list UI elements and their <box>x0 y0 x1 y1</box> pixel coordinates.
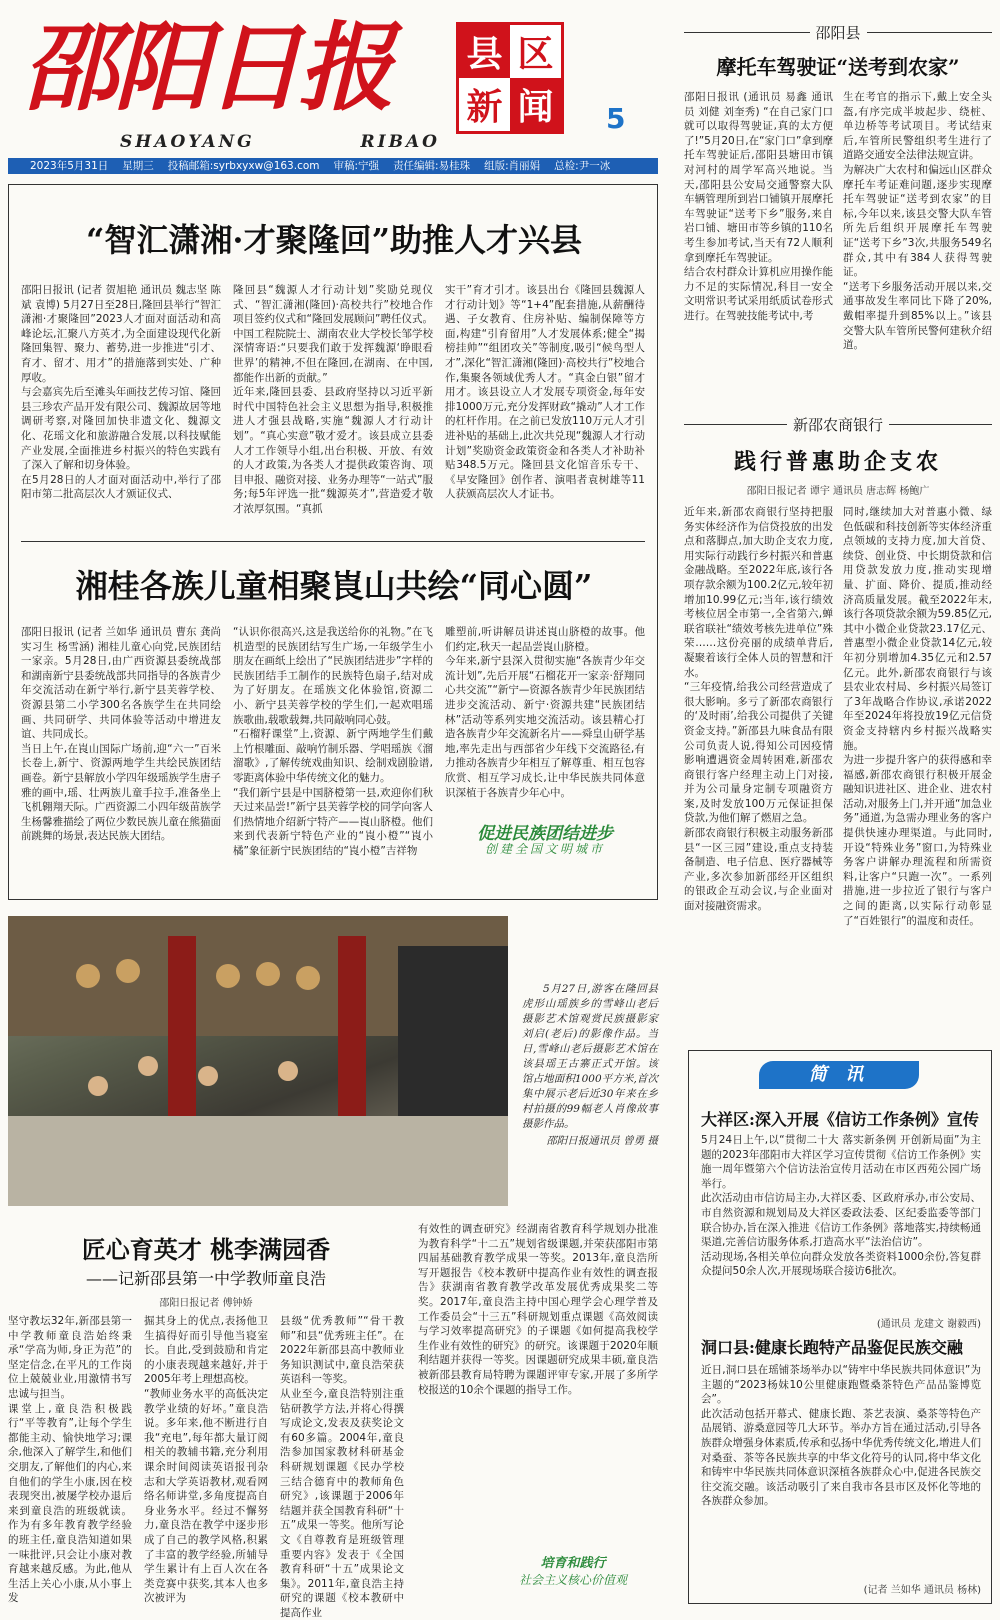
pinyin-shaoyang: SHAOYANG <box>120 132 255 152</box>
info-designer: 组版:肖丽娟 <box>484 160 541 172</box>
article3-subhead: ——记新邵县第一中学教师童良浩 <box>85 1269 326 1288</box>
article1-col1: 邵阳日报讯 (记者 贺旭艳 通讯员 魏志坚 陈斌 袁博) 5月27日至28日,隆回县举行“智汇潇湘·才聚隆回”2023人才面对面活动和高峰论坛,汇聚八方英才,为全面建设现代化新隆回集智、聚力、蓄势,进一步推进“引才、育才、留才、用才”的措施落到实处、广种厚收。 与会嘉宾先后至滩头年画技艺传习馆、隆回县三珍农产品开发有限公司、魏源故居等地调研考察,对隆回加快非遗文化、魏源文化、花瑶文化和旅游融合发展,以科技赋能产业发展,全面推进乡村振兴的特色实践有了深入了解和切身体验。 在5月28日的人才面对面活动中,举行了邵阳市第二批高层次人才颁证仪式、 <box>21 284 221 501</box>
info-email: 投稿邮箱:syrbxyxw@163.com <box>167 160 320 172</box>
article1-headline: “智汇潇湘·才聚隆回”助推人才兴县 <box>86 221 582 259</box>
photo-caption <box>522 982 658 1149</box>
pinyin-ribao: RIBAO <box>360 132 440 152</box>
info-editor: 责任编辑:易桂珠 <box>393 160 471 172</box>
article1-body <box>21 283 645 531</box>
unity-slogan <box>445 824 645 856</box>
info-date: 2023年5月31日 <box>30 160 109 172</box>
info-weekday: 星期三 <box>122 160 154 172</box>
seal-char-1: 县 <box>459 25 510 78</box>
brief2-text: 近日,洞口县在瑶铺茶场举办以“铸牢中华民族共同体意识”为主题的“2023杨妹10公里健康跑暨桑茶特色产品品鉴博览会”。 此次活动包括开幕式、健康长跑、茶艺表演、桑茶等特色产品展销、游桑意园等几大环节。举办方旨在通过活动,引导各族群众增强身体素质,传承和弘扬中华优秀传统文化,增进人们对桑蚕、茶等各民族共享的中华文化符号的认同,将中华文化和铸牢中华民族共同体意识深植各族群众心中,促进各民族交往交流交融。该活动吸引了来自我市各县市区及怀化等地的各族群众参加。 <box>701 1364 981 1508</box>
article1-col3: 实干”育才引才。该县出台《隆回县魏源人才行动计划》等“1+4”配套措施,从薪酬待遇、子女教育、住房补贴、编制保障等方面,构建“引育留用”人才发展体系;健全“揭榜挂帅”“组团攻关”等制度,吸引“候鸟型人才”,深化“智汇潇湘(隆回)·高校共行”校地合作,集聚各领域优秀人才。“真金白银”留才用才。该县设立人才发展专项资金,每年安排1000万元,充分发挥财政“撬动”人才工作的杠杆作用。在之前已发放110万元人才引进补贴的基础上,此次共兑现“魏源人才行动计划”奖励资金政策资金和各类人才补助补贴348.5万元。隆回县文化馆音乐专干、《早安隆回》创作者、演唱者袁树雄等11人获颁高层次人才证书。 <box>445 284 645 501</box>
article2-col1: 邵阳日报讯 (记者 兰如华 通讯员 曹东 龚尚 实习生 杨雪涵) 湘桂儿童心向党,民族团结一家亲。5月28日,由广西资源县委统战部和湖南新宁县委统战部共同指导的各族青少年交流活动在新宁举行,新宁县芙蓉学校、资源县第二小学300名各族学生在共同绘画、共同研学、共同体验等活动中增进友谊、共同成长。 当日上午,在崀山国际广场前,迎“六一”百米长卷上,新宁、资源两地学生共绘民族团结画卷。新宁县解放小学四年级瑶族学生唐子雅的画中,瑶、壮两族儿童手拉手,准备坐上飞机翱翔天际。广西资源二小四年级苗族学生杨馨雅描绘了两位少数民族儿童在熊猫面前跳舞的场景,表达民族大团结。 <box>21 626 221 843</box>
masthead-pinyin <box>120 132 440 152</box>
brief-tag <box>759 1061 919 1089</box>
seal-char-2: 区 <box>510 25 561 78</box>
brief1-credit: (通讯员 龙建文 谢毅西) <box>876 1319 981 1330</box>
right-article1 <box>684 22 992 402</box>
info-reviewer: 审稿:宁强 <box>333 160 380 172</box>
article3-col1: 坚守教坛32年,新邵县第一中学教师童良浩始终秉承“学高为师,身正为范”的坚定信念,在平凡的工作岗位上兢兢业业,用激情书写忠诚与担当。 课堂上,童良浩积极践行“平等教育”,让每个学生都能主动、愉快地学习;课余,他深入了解学生,和他们交朋友,了解他们的内心,来自他们的学生小康,因在校表现突出,被屡学校办退后来到童良浩的班级就读。作为有多年教育教学经验的班主任,童良浩知道如果一味批评,只会让小康对教育越来越反感。为此,他从生活上关心小康,从小事上发 <box>8 1315 132 1605</box>
section-seal <box>456 22 564 134</box>
right1-headline: 摩托车驾驶证“送考到农家” <box>716 55 960 79</box>
brief-tag-label: 简 讯 <box>808 1064 870 1085</box>
values-slogan-line1: 培育和践行 <box>540 1556 606 1571</box>
photo-credit: 邵阳日报通讯员 曾勇 摄 <box>546 1135 658 1147</box>
seal-char-3: 新 <box>459 78 510 131</box>
article3-byline: 邵阳日报记者 傅钟娇 <box>159 1298 253 1309</box>
right2-col1: 近年来,新邵农商银行坚持把服务实体经济作为信贷投放的出发点和落脚点,加大助企支农力度,用实际行动践行乡村振兴和普惠金融战略。至2022年底,该行各项存款余额为100.2亿元,较年初增加10.99亿元;当年,该行绩效考核位居全市第一,全省第六,蝉联省联社“绩效考核先进单位”殊荣……这份亮丽的成绩单背后,凝聚着该行全体人员的智慧和汗水。 “三年疫情,给我公司经营造成了很大影响。多亏了新邵农商银行的‘及时雨’,给我公司提供了关键资金支持。”新邵县九味食品有限公司负责人说,得知公司因疫情影响遭遇资金周转困难,新邵农商银行客户经理主动上门对接,并为公司量身定制专项融资方案,及时发放100万元保证担保贷款,为他们解了燃眉之急。 新邵农商银行积极主动服务新邵县“一区三园”建设,重点支持装备制造、电子信息、医疗器械等产业,多次参加新邵经开区组织的银政企互动会议,与企业面对面对接融资需求。 <box>684 506 833 913</box>
seal-char-4: 闻 <box>510 78 561 131</box>
brief-box <box>688 1050 992 1604</box>
values-slogan-line2: 社会主义核心价值观 <box>518 1573 627 1587</box>
photo-caption-text: 5月27日,游客在隆回县虎形山瑶族乡的雪峰山老后摄影艺术馆观赏民族摄影家刘启(老后)的影像作品。当日,雪峰山老后摄影艺术馆在该县瑶王古寨正式开馆。该馆占地面积1000平方米,首次集中展示老后近30年来在乡村拍摄的99幅老人肖像故事摄影作品。 <box>522 983 658 1130</box>
right2-col2: 同时,继续加大对普惠小微、绿色低碳和科技创新等实体经济重点领域的支持力度,加大首贷、续贷、创业贷、中长期贷款和信用贷款发放力度,推动实现增量、扩面、降价、提质,推动经济高质量发展。截至2022年末,该行各项贷款余额为59.85亿元,其中小微企业贷款23.17亿元、普惠型小微企业贷款14亿元,较年初分别增加4.35亿元和2.57亿元。此外,新邵农商银行与该县农业农村局、乡村振兴局签订了3年战略合作协议,承诺2022年至2024年将投放19亿元信贷资金支持辖内乡村振兴战略实施。 为进一步提升客户的获得感和幸福感,新邵农商银行积极开展金融知识进社区、进企业、进农村活动,对服务上门,并开通“加急业务”通道,为急需办理业务的客户提供快速办理渠道。与此同时,开设“特殊业务”窗口,为特殊业务客户讲解办理流程和所需资料,让客户“只跑一次”。一系列措施,进一步拉近了银行与客户之间的距离,以实际行动彰显了“百姓银行”的温度和责任。 <box>843 506 992 927</box>
masthead-title: 邵阳日报 <box>22 11 390 124</box>
right-article2 <box>684 414 992 1036</box>
article3-col4: 有效性的调查研究》经湖南省教育科学规划办批准为教育科学“十二五”规划省级课题,并荣获邵阳市第四届基础教育教学成果一等奖。2013年,童良浩所写开题报告《校本教研中提高作业有效性的调查报告》获湖南省教育教学改革发展优秀成果奖二等奖。2017年,童良浩主持中国心理学会心理学普及工作委员会“十三五”科研规划重点课题《高效阅读与学习效率提高研究》的子课题《如何提高我校学生作业有效性的研究》的研究。该课题于2020年顺利结题并获得一等奖。因课题研究成果丰硕,童良浩被新邵县教育局特聘为课题评审专家,开展了多所学校报送的10余个课题的指导工作。 <box>418 1223 658 1396</box>
brief1-text: 5月24日上午,以“贯彻二十大 落实新条例 开创新局面”为主题的2023年邵阳市大祥区学习宣传贯彻《信访工作条例》实施一周年暨第六个信访法治宣传月活动在市区西苑公园广场举行。 此次活动由市信访局主办,大祥区委、区政府承办,市公安局、市自然资源和规划局及大祥区委政法委、区纪委监委等部门联合协办,旨在深入推进《信访工作条例》落地落实,持续畅通渠道,完善信访服务体系,打造高水平“法治信访”。 活动现场,各相关单位向群众发放各类资料1000余份,答复群众提问50余人次,开展现场联合接访6批次。 <box>701 1134 981 1278</box>
brief1-title: 大祥区:深入开展《信访工作条例》宣传 <box>701 1110 979 1129</box>
page-number: 5 <box>606 102 626 135</box>
unity-slogan-line1: 促进民族团结进步 <box>477 824 613 844</box>
news-photo <box>8 916 508 1206</box>
brief2-credit: (记者 兰如华 通讯员 杨林) <box>863 1585 981 1596</box>
right2-kicker: 新邵农商银行 <box>684 414 992 435</box>
brief2-title: 洞口县:健康长跑特产品鉴促民族交融 <box>701 1338 963 1357</box>
right1-body <box>684 90 992 390</box>
article-divider <box>21 541 645 542</box>
article2-col3 <box>445 625 645 891</box>
article1-col2: 隆回县“魏源人才行动计划”奖励兑现仪式、“智汇潇湘(隆回)·高校共行”校地合作项目签约仪式和“隆回发展顾问”聘任仪式。中国工程院院士、湖南农业大学校长邹学校深情寄语:“只要我们敢于发挥魏源‘睁眼看世界’的精神,不但在隆回,在湖南、在中国,都能作出新的贡献。” 近年来,隆回县委、县政府坚持以习近平新时代中国特色社会主义思想为指导,积极推进人才强县战略,实施“魏源人才行动计划”。“真心实意”敬才爱才。该县成立县委人才工作领导小组,出台积极、开放、有效的人才政策,为各类人才提供政策咨询、项目申报、融资对接、业务办理等“一站式”服务;每5年评选一批“魏源英才”,营造爱才敬才浓厚氛围。“真抓 <box>233 284 433 515</box>
article2-col2: “认识你很高兴,这是我送给你的礼物。”在飞机造型的民族团结写生广场,一年级学生小朋友在画纸上绘出了“民族团结进步”字样的民族团结手工制作的民族特色扇子,结对成为了好朋友。在瑶族文化体验馆,资源二小、新宁县芙蓉学校的学生们,一起欢唱瑶族歌曲,载歌载舞,共同敲响同心鼓。 “石榴籽课堂”上,资源、新宁两地学生们戴上竹根雕面、敲响竹制乐器、学唱瑶族《溜溜歌》,了解传统戏曲知识、绘制戏剧脸谱,零距离体验中华传统文化的魅力。 “我们新宁县是中国脐橙第一县,欢迎你们秋天过来品尝!”新宁县芙蓉学校的同学向客人们热情地介绍新宁特产——崀山脐橙。他们来到代表新宁特色产业的“崀小橙”“崀小橘”象征新宁民族团结的“崀小橙”吉祥物 <box>233 626 433 857</box>
values-slogan <box>488 1552 658 1588</box>
right1-kicker: 邵阳县 <box>684 22 992 43</box>
right2-byline: 邵阳日报记者 谭宇 通讯员 唐志辉 杨鲍广 <box>746 486 930 497</box>
info-bar <box>8 158 658 174</box>
article3 <box>8 1222 658 1619</box>
right2-headline: 践行普惠助企支农 <box>733 449 942 475</box>
right1-col2: 生在考官的指示下,戴上安全头盔,有序完成半坡起步、绕桩、单边桥等考试项目。考试结束后,车管所民警组织考生进行了道路交通安全法律法规宣讲。 为解决广大农村和偏远山区群众摩托车考证难问题,逐步实现摩托车驾驶证“送考到农家”的目标,今年以来,该县交警大队车管所先后组织开展摩托车驾驶证“送考下乡”3次,共服务549名群众,其中有384人获得驾驶证。 “送考下乡服务活动开展以来,交通事故发生率同比下降了20%,戴帽率提升到85%以上。”该县交警大队车管所民警何建秋介绍道。 <box>843 91 992 352</box>
article2-headline: 湘桂各族儿童相聚崀山共绘“同心圆” <box>75 567 593 605</box>
article3-col3: 县级“优秀教师”“骨干教师”和县“优秀班主任”。在2022年新邵县高中教师业务知识测试中,童良浩荣获英语科一等奖。 从业至今,童良浩特别注重钻研教学方法,并将心得撰写成论文,发表及获奖论文有60多篇。2004年,童良浩参加国家教材科研基金科研规划课题《民办学校三结合德育中的教师角色研究》,该课题于2006年结题并获全国教育科研“十五”成果一等奖。他所写论文《自尊教育是班级管理重要内容》发表于《全国教育科研“十五”成果论文集》。2011年,童良浩主持研究的课题《校本教研中提高作业 <box>280 1315 404 1619</box>
article2-col3-text: 雕塑前,听讲解员讲述崀山脐橙的故事。他们约定,秋天一起品尝崀山脐橙。 今年来,新宁县深入贯彻实施“各族青少年交流计划”,先后开展“石榴花开一家亲·舒翔同心共交流”“新宁—资源各族青少年民族团结进步交流活动、新宁·资源共建“民族团结林”活动等系列实地交流活动。该县精心打造各族青少年交流新名片——舜皇山研学基地,率先走出与西部省少年线下交流路径,有力推动各族青少年相互了解尊重、相互包容欣赏、相互学习成长,让中华民族共同体意识深植于各族青少年心中。 <box>445 626 645 799</box>
article3-col4-wrap <box>418 1222 658 1606</box>
right2-body <box>684 505 992 1045</box>
lead-articles-box <box>8 184 658 900</box>
info-checker: 总检:尹一冰 <box>554 160 611 172</box>
article3-headline: 匠心育英才 桃李满园香 <box>81 1235 331 1264</box>
article2-body <box>21 625 645 891</box>
unity-slogan-line2: 创建全国文明城市 <box>484 841 605 856</box>
article3-col2: 掘其身上的优点,表扬他卫生搞得好而引导他当寝室长。自此,受到鼓励和肯定的小康表现越来越好,并于2005年考上理想高校。 “教师业务水平的高低决定教学业绩的好坏。”童良浩说。多年来,他不断进行自我“充电”,每年都大量订阅相关的教辅书籍,充分利用课余时间阅读英语报刊杂志和大学英语教材,观看网络名师讲堂,多角度提高自身业务水平。经过不懈努力,童良浩在教学中逐步形成了自己的教学风格,积累了丰富的教学经验,所辅导学生累计有上百人次在各类竞赛中获奖,其本人也多次被评为 <box>144 1315 268 1605</box>
photo-illustration <box>8 916 508 1206</box>
article3-body-left <box>8 1314 404 1619</box>
right1-col1: 邵阳日报讯 (通讯员 易鑫 通讯员 刘健 刘奎秀) “在自己家门口就可以取得驾驶证,真的太方便了!”5月20日,在“家门口”拿到摩托车驾驶证后,邵阳县塘田市镇对河村的周学军高兴地说。当天,邵阳县公安局交通警察大队车辆管理所到岩口铺镇开展摩托车驾驶证“送考下乡”服务,来自岩口铺、塘田市等乡镇的110名考生参加考试,当天有72人顺利拿到摩托车驾驶证。 结合农村群众计算机应用操作能力不足的实际情况,科目一安全文明常识考试采用纸质试卷形式进行。在驾驶技能考试中,考 <box>684 91 833 322</box>
